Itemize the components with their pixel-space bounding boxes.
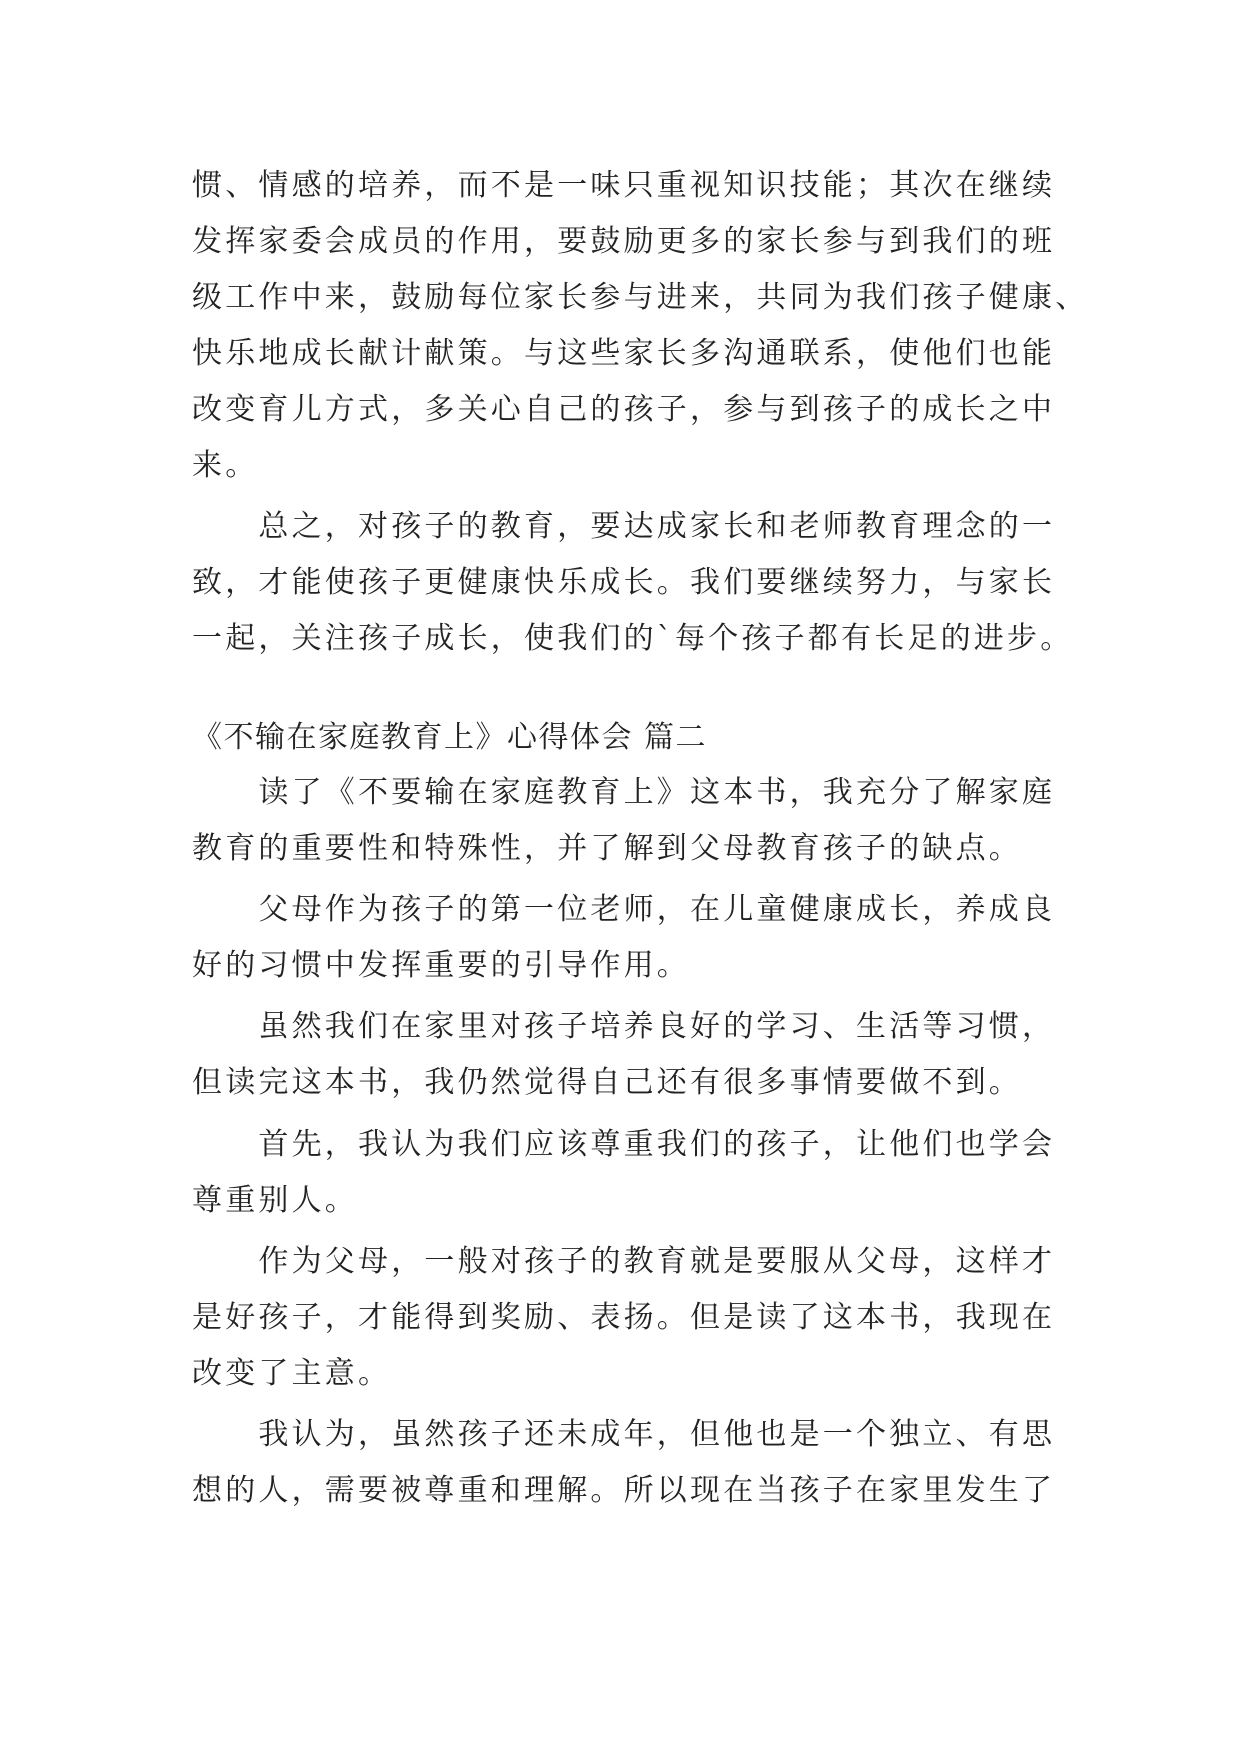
text-line: 发挥家委会成员的作用，要鼓励更多的家长参与到我们的班	[192, 224, 1056, 259]
text-line: 致，才能使孩子更健康快乐成长。我们要继续努力，与家长	[192, 565, 1056, 600]
text-line: 改变育儿方式，多关心自己的孩子，参与到孩子的成长之中	[192, 392, 1056, 427]
text-line: 级工作中来，鼓励每位家长参与进来，共同为我们孩子健康、	[192, 280, 1089, 315]
text-line: 一起，关注孩子成长，使我们的`每个孩子都有长足的进步。	[192, 621, 1074, 656]
text-line: 我认为，虽然孩子还未成年，但他也是一个独立、有思	[192, 1417, 1056, 1452]
section-heading: 《不输在家庭教育上》心得体会 篇二	[192, 720, 708, 755]
text-line: 总之，对孩子的教育，要达成家长和老师教育理念的一	[192, 509, 1056, 544]
text-line: 想的人，需要被尊重和理解。所以现在当孩子在家里发生了	[192, 1473, 1056, 1508]
text-line: 但读完这本书，我仍然觉得自己还有很多事情要做不到。	[192, 1065, 1022, 1100]
text-line: 读了《不要输在家庭教育上》这本书，我充分了解家庭	[192, 775, 1056, 810]
text-line: 惯、情感的培养，而不是一味只重视知识技能；其次在继续	[192, 168, 1056, 203]
text-line: 教育的重要性和特殊性，并了解到父母教育孩子的缺点。	[192, 831, 1022, 866]
text-line: 来。	[192, 448, 259, 483]
text-line: 虽然我们在家里对孩子培养良好的学习、生活等习惯，	[192, 1009, 1056, 1044]
text-line: 作为父母，一般对孩子的教育就是要服从父母，这样才	[192, 1244, 1056, 1279]
text-line: 改变了主意。	[192, 1356, 392, 1391]
text-line: 好的习惯中发挥重要的引导作用。	[192, 948, 690, 983]
text-line: 父母作为孩子的第一位老师，在儿童健康成长，养成良	[192, 892, 1056, 927]
text-line: 是好孩子，才能得到奖励、表扬。但是读了这本书，我现在	[192, 1300, 1056, 1335]
text-line: 首先，我认为我们应该尊重我们的孩子，让他们也学会	[192, 1127, 1056, 1162]
text-line: 快乐地成长献计献策。与这些家长多沟通联系，使他们也能	[192, 336, 1056, 371]
text-line: 尊重别人。	[192, 1183, 358, 1218]
